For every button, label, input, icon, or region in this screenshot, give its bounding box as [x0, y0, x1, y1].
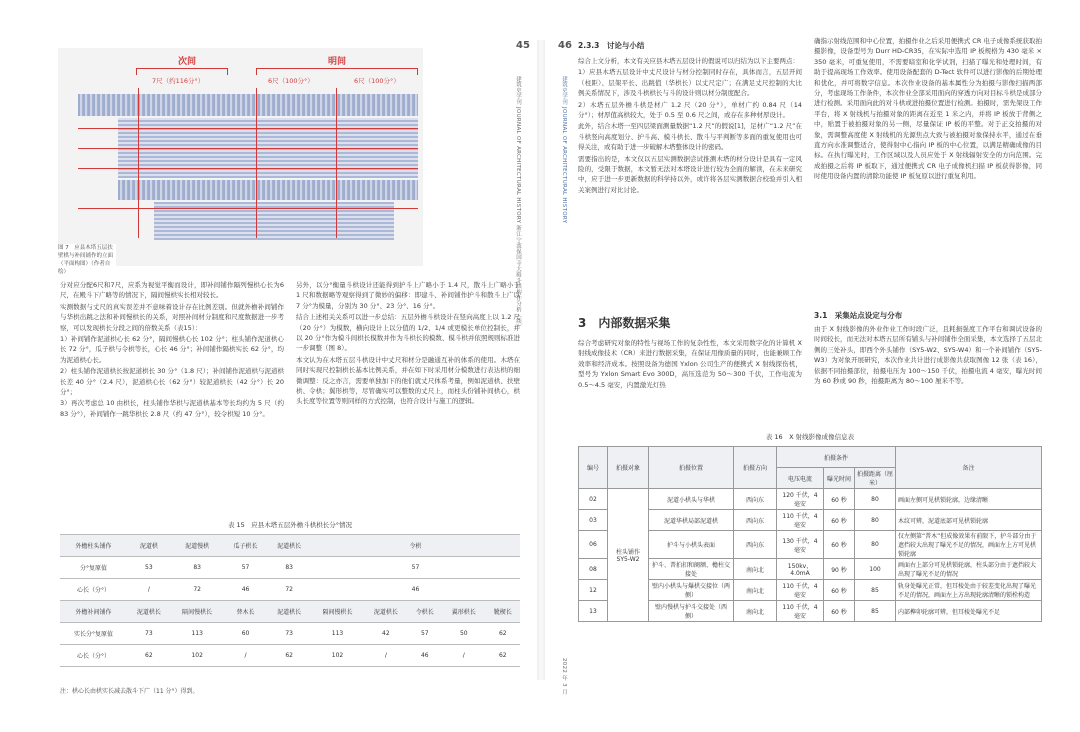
- right-page: [552, 18, 1058, 718]
- table-cell: 62: [486, 645, 520, 667]
- table-header: 泥道栱长: [364, 601, 408, 623]
- book-spine: [537, 40, 545, 680]
- table-header: 编号: [579, 447, 608, 489]
- table-header: 电压电流: [777, 468, 824, 489]
- table-cell: 100: [855, 559, 896, 580]
- figure-header-left: 次间: [178, 57, 197, 67]
- table-header: 泥道栱长: [267, 601, 311, 623]
- table-header: 令栱长: [408, 601, 442, 623]
- table-cell: 120 千伏，4 毫安: [777, 489, 824, 510]
- table-caption: 表 15 应县木塔五层外檐斗栱栱长分°情况: [227, 521, 353, 529]
- annotation-line: [256, 88, 257, 238]
- table-cell: 73: [127, 623, 171, 645]
- running-head: 建筑史学刊 JOURNAL OF ARCHITECTURAL HISTORY 浙江宁波保国寺大殿斗栱构件分析（续）: [515, 76, 521, 330]
- point-cloud-band: [78, 94, 418, 116]
- table-cell: 南向北: [734, 601, 777, 622]
- text-column-1: [578, 56, 802, 196]
- table-cell: 46: [224, 579, 268, 601]
- table-cell: 西向东: [734, 489, 777, 510]
- table-cell: 分°复原值: [60, 557, 127, 579]
- table-cell: 110 千伏，4 毫安: [777, 580, 824, 601]
- table-cell: 113: [311, 623, 364, 645]
- table-cell: 08: [579, 559, 608, 580]
- table-cell: 62: [486, 623, 520, 645]
- table-cell: 62: [127, 645, 171, 667]
- table-caption: 表 16 X 射线影像成像信息表: [765, 433, 855, 441]
- point-cloud-band: [118, 180, 418, 200]
- section-heading: 3 内部数据采集: [578, 316, 671, 330]
- table-cell: 南向北: [734, 580, 777, 601]
- table-header: 泥道栱: [127, 535, 171, 557]
- table-cell: /: [364, 645, 408, 667]
- table-cell: 60 秒: [824, 580, 855, 601]
- table-cell: /: [127, 579, 171, 601]
- paragraph: 1）应县木塔五层设计中丈尺设计与材分控制同时存在，具体而言，五层开间（柱距）、层架平长、出跳值（华栱长）以丈尺定广；在满足丈尺控制的大比例关系情况下，涉及斗栱栱长与斗的设计则以材分制度配合。: [578, 68, 802, 98]
- table-cell: 73: [267, 623, 311, 645]
- table-cell: 85: [855, 601, 896, 622]
- dim-bracket: [136, 68, 228, 75]
- table-header: 隔间慢栱长: [311, 601, 364, 623]
- table-row: [60, 557, 520, 579]
- page-number: 46: [558, 40, 572, 51]
- table-row: [579, 580, 1042, 601]
- paragraph: 确指示射线范围和中心位置，拍摄作业之后采用便携式 CR 电子成像系统获取拍摄影像，设备型号为 Durr HD-CR35，在实际中选用 IP 板规格为 430 毫米 × 350 毫米，可重复使用，不需要暗室和化学试剂，扫描了曝光和处理时间，有助于提高现场工作效率。使用设备配套的 D-Tect 软件可以进行影像的后期处理和优化，并可将数字信息。本次作业设备的基本属性分为拍摄与影像扫描两部分，考虑现场工作条件，本次作业全部采用面向的穿透方向对目标斗栱是成部分进行检测。采用面向此的对斗栱或进拍摄位置进行检测。拍摄时，需先架设工作平台，将 X 射线机与拍摄对象的距离在近至 1 米之内，并将 IP 板放于背侧之中，贴置于被拍摄对象的另一侧，尽量保证 IP 板的平整。对于正交拍摄的对象，需调整高度使 X 射线机的光源焦点大致与被拍摄对象保持水平，通过在垂直方向水准调整适合，使得射中心指向 IP 板的中心位置，以满足精确成像的目标。在执行曝光时，工作区域以及人员应处于 X 射线辐射安全的方向范围。完成拍摄之后将 IP 板取下，通过便携式 CR 电子成像机扫描 IP 板获得影像，同时使用设备内置的清除功能使 IP 板复原以进行重复利用。: [814, 37, 1042, 181]
- table-15: [60, 534, 520, 667]
- table-header: 替木长: [224, 601, 268, 623]
- table-row: [579, 531, 1042, 559]
- table-cell: 60 秒: [824, 510, 855, 531]
- table-row: [579, 489, 1042, 510]
- paragraph: 实测数据与丈尺的真实误差并不意味着设计存在比例差别。但就外檐补间铺作与华栱出跳之法和补间慢栱长的关系，对照补间材分制度和尺度数据进一步考察，可以发现栱长分段之间的倍数关系（表15）：: [60, 302, 284, 332]
- table-cell: 泥道华栱局部泥道栱: [649, 510, 734, 531]
- table-cell: 13: [579, 601, 608, 622]
- table-cell: 57: [224, 557, 268, 579]
- paragraph: 2）柱头铺作泥道栱长按泥道栱长 30 分°（1.8 尺）；补间铺作泥道栱与泥道栱长差 40 分°（2.4 尺），泥道栱心长（62 分°）较泥道栱长（42 分°）长 20 分°；: [60, 367, 284, 397]
- table-cell: 83: [267, 557, 311, 579]
- table-cell: 内部榫卯轮廓可辨，但耳棱处曝光不足: [896, 601, 1042, 622]
- annotation-line: [138, 88, 139, 238]
- table-cell: 60 秒: [824, 531, 855, 559]
- table-cell: 06: [579, 531, 608, 559]
- table-cell: 壁内小栱头与爆栱交接位（两侧）: [649, 580, 734, 601]
- year-label: 2022 年 3 月: [561, 658, 567, 695]
- text-column-1-section3: [578, 338, 802, 391]
- text-column-2: [814, 36, 1042, 183]
- figure-elevation: [58, 48, 423, 275]
- table-cell: 画面左侧可见栱锁轮廓，边缘清晰: [896, 489, 1042, 510]
- table-cell: 46: [311, 579, 520, 601]
- table-cell: 壁内慢栱与护斗交接处（西侧）: [649, 601, 734, 622]
- table-cell: 南向北: [734, 559, 777, 580]
- table-cell: 72: [267, 579, 311, 601]
- table-cell: 02: [579, 489, 608, 510]
- left-page: [46, 18, 534, 718]
- table-cell: 110 千伏，4 毫安: [777, 601, 824, 622]
- table-header: 外檐补间铺作: [60, 601, 127, 623]
- paragraph: 另外，以分°衡量斗栱设计还能得到护斗上广略小于 1.4 尺，散斗上广略小于 1 尺和数据略等观察得到了微妙的偏移：即建斗、补间铺作护斗和散斗上广以 7 分°为模量，分别为 30 分°、23 分°、16 分°。: [296, 281, 520, 310]
- table-cell: 60: [224, 623, 268, 645]
- annotation-line: [78, 208, 418, 209]
- table-header-row: [60, 535, 520, 557]
- table-cell: 113: [171, 623, 224, 645]
- figure-caption: 图 7 应县木塔五层扶壁栱与补间铺作的立面（平面构图）（作者自绘）: [58, 244, 116, 276]
- table-cell: 80: [855, 531, 896, 559]
- table-header: 拍摄条件: [777, 447, 896, 468]
- table-header: 靴楔长: [486, 601, 520, 623]
- paragraph: 本文认为在木塔五层斗栱设计中丈尺和材分是融通互补的体系的使用。木塔在同时实现尺控制栱长基本比例关系，并在如下时采用材分模数进行表达栱的细微调整：反之亦言，需要单独加下的他们就丈尺体系考量，例如泥道栱、扶壁栱、令栱；翼形栱等，尽管确实可以整数的丈尺上，而柱头份铺补间栱心，栱头长度等位置等则同样的方式控制，也符合设计与施工的逻辑。: [296, 355, 520, 406]
- table-cell: /: [224, 645, 268, 667]
- table-cell: 150kv，4.0mA: [777, 559, 824, 580]
- table-cell: 50: [442, 623, 486, 645]
- table-cell: 60 秒: [824, 601, 855, 622]
- paragraph: 2）木塔五层外檐斗栱是材广 1.2 尺（20 分°），单材广约 0.84 尺（14 分°）；材厚值高栱较大，处于 0.5 至 0.6 尺之间，或存在多种材厚设计。: [578, 100, 802, 120]
- text-column-1: [60, 280, 284, 420]
- table-cell: 53: [127, 557, 171, 579]
- table-cell: 木纹可辨，泥道底部可见栱锁轮廓: [896, 510, 1042, 531]
- table-cell: 80: [855, 489, 896, 510]
- dim-label: 6尺（100分°）: [268, 77, 314, 85]
- paragraph: 此外，结合木塔一至四层梁面测量数据“1.2 尺”的假说[1]，足材广“1.2 尺”在斗栱竖向高度划分、护斗高、模斗栱长、散斗与平判断等多面的重复使用也可得关注，或有助于进一步破解木塔整体设计的密码。: [578, 122, 802, 152]
- paragraph: 结合上述相关关系可以进一步总结：五层外檐斗栱设计在竖向高度上以 1.2 尺（20 分°）为模数，横向设计上以分值的 1/2、1/4 或更模长单位控制长，并以 20 分°作为模斗间栱长模数并作为斗栱长的模数、模斗栱并依照规则标准进一步调整（图 8）。: [296, 313, 520, 353]
- table-header-row: [579, 447, 1042, 468]
- table-note: 注：栱心长由栱实长减去散斗下广（11 分°）得到。: [60, 688, 199, 695]
- table-cell: 85: [855, 580, 896, 601]
- table-cell: 实长分°复原值: [60, 623, 127, 645]
- table-row: [60, 623, 520, 645]
- table-cell: 03: [579, 510, 608, 531]
- table-cell: 心长（分°）: [60, 579, 127, 601]
- table-header: 拍摄距离（厘米）: [855, 468, 896, 489]
- table-header: 曝光时间: [824, 468, 855, 489]
- paragraph: 需要指出的是，本文仅以五层实测数据尝试推测木塔的材分设计是具有一定风险的，受限于数据，本文暂无法对本塔设计进行较为全面的解读，在未来研究中，应于进一步更新数据的科学持以外，或许将各层实测数据合校验并引入相关案例进行对比讨论。: [578, 154, 802, 194]
- dim-bracket: [256, 68, 418, 75]
- table-row: [579, 510, 1042, 531]
- table-row: [579, 559, 1042, 580]
- running-head: 建筑史学刊 JOURNAL OF ARCHITECTURAL HISTORY: [561, 76, 567, 224]
- table-cell: 护斗、普拍扣和阑额、檐柱交接处: [649, 559, 734, 580]
- table-cell: 西向东: [734, 531, 777, 559]
- table-header: 隔间慢栱长: [171, 601, 224, 623]
- annotation-line: [336, 88, 337, 238]
- table-cell: 80: [855, 510, 896, 531]
- table-cell: 102: [171, 645, 224, 667]
- table-header: 翼形栱长: [442, 601, 486, 623]
- table-row: [60, 579, 520, 601]
- table-cell: 90 秒: [824, 559, 855, 580]
- table-header: 泥道慢栱: [171, 535, 224, 557]
- annotation-line: [78, 128, 418, 129]
- table-header: 拍摄对象: [608, 447, 649, 489]
- table-cell: 62: [267, 645, 311, 667]
- annotation-line: [78, 168, 418, 169]
- table-cell: 轨身处曝光正常，但耳棱处由于较差变化出现了曝光不足的情况，画面左上方出现轮廓清晰的锁栓构造: [896, 580, 1042, 601]
- table-cell: 心长（分°）: [60, 645, 127, 667]
- figure-header-right: 明间: [328, 57, 347, 67]
- table-header: 泥道栱长: [267, 535, 311, 557]
- page-number: 45: [516, 40, 530, 51]
- dim-label: 6尺（100分°）: [354, 77, 400, 85]
- table-header: 拍摄位置: [649, 447, 734, 489]
- text-column-2b: [814, 324, 1042, 387]
- table-row: [60, 645, 520, 667]
- table-header: 外檐柱头铺作: [60, 535, 127, 557]
- table-cell: 西向东: [734, 510, 777, 531]
- table-cell: 46: [408, 645, 442, 667]
- annotation-line: [78, 148, 418, 149]
- table-cell: 仅左侧第“普木”但成像效果有前限下，护斗部分由于遮挡较大出现了曝光不足的情况，画面左上方可见栱锁轮廓: [896, 531, 1042, 559]
- table-cell: 102: [311, 645, 364, 667]
- subheading: 2.3.3 讨论与小结: [578, 41, 645, 50]
- paragraph: 综合考虑研究对象的特性与视场工作的复杂性性，本文采用数字化的计算机 X 射线成像技术（CR）来进行数据采集，在保证用像质量的同时，也能兼顾工作效率和经济成本。按照设备为德国 Yxlon 公司生产的便携式 X 射线探伤机，型号为 Yxlon Smart Evo 300D，高压选范为 50～300 千伏，工作电流为 0.5～4.5 毫安，内置激光灯热: [578, 339, 802, 389]
- table-header: 瓜子栱长: [224, 535, 268, 557]
- paragraph: 分对应分配6尺和7尺，应系为视觉平衡而设计，即补间铺作隔列慢栱心长为6尺，在殿斗下广略等的情况下，隔间慢栱实长相对较长。: [60, 281, 284, 300]
- table-cell: 护斗与小栱头表面: [649, 531, 734, 559]
- dim-label: 7尺（约116分°）: [152, 77, 205, 85]
- table-header: 备注: [896, 447, 1042, 489]
- paragraph: 由于 X 射线影像的外业作业工作时段广泛，且耗损强度工作平台和调试设备的时间较长，而无法对本塔五层所有铺头与补间铺作全面采集，本文选择了五层北侧的三处补头，即西个外头铺作（SY5-W2、SY5-W4）和一个补间铺作（SY5-W3）为对象开展研究，本次作业共计进行成影像共获取图像 12 张（表 16），依据不同拍摄部位，拍摄电压为 100～150 千伏，拍摄电流 4 毫安，曝光时间为 60 秒或 90 秒，拍摄距离为 80～100 厘米不等。: [814, 325, 1042, 386]
- paragraph: 综合上文分析，本文有关应县木塔五层设计的假说可以归结为以下主要两点：: [578, 57, 799, 65]
- table-cell: 83: [171, 557, 224, 579]
- table-cell: 42: [364, 623, 408, 645]
- table-cell: 57: [408, 623, 442, 645]
- table-cell: 12: [579, 580, 608, 601]
- paragraph: 3）再次考虑总 10 由栱长，柱头铺作华栱与泥道栱基本等长均约为 5 尺（约 83 分°），补间铺作一跳华栱长 2.8 尺（约 47 分°），较令栱短 10 分°。: [60, 399, 284, 418]
- table-header: 拍摄方向: [734, 447, 777, 489]
- table-cell: 柱头铺作 SY5-W2: [608, 489, 649, 622]
- subheading: 3.1 采集站点设定与分布: [814, 311, 903, 320]
- table-cell: 130 千伏，4 毫安: [777, 531, 824, 559]
- paragraph: 1）补间铺作泥道栱心长 62 分°，隔间慢栱心长 102 分°；柱头铺作泥道栱心长 72 分°，瓜子栱与令栱等长，心长 46 分°；补间铺作隔栱实长 62 分°，均为泥道栱心长。: [60, 335, 284, 364]
- table-cell: 57: [311, 557, 520, 579]
- table-cell: 110 千伏，4 毫安: [777, 510, 824, 531]
- table-header: 令栱: [311, 535, 520, 557]
- table-row: [579, 601, 1042, 622]
- table-header-row: [60, 601, 520, 623]
- table-header: 泥道栱长: [127, 601, 171, 623]
- table-cell: /: [442, 645, 486, 667]
- table-cell: 泥道小栱头与华栱: [649, 489, 734, 510]
- text-column-2: [296, 280, 520, 408]
- table-cell: 60 秒: [824, 489, 855, 510]
- table-cell: 画面右上部分可见栱锁轮廓，柱头部分由于遮挡较大出现了曝光不足的情况: [896, 559, 1042, 580]
- table-cell: 72: [171, 579, 224, 601]
- table-16: [578, 446, 1042, 622]
